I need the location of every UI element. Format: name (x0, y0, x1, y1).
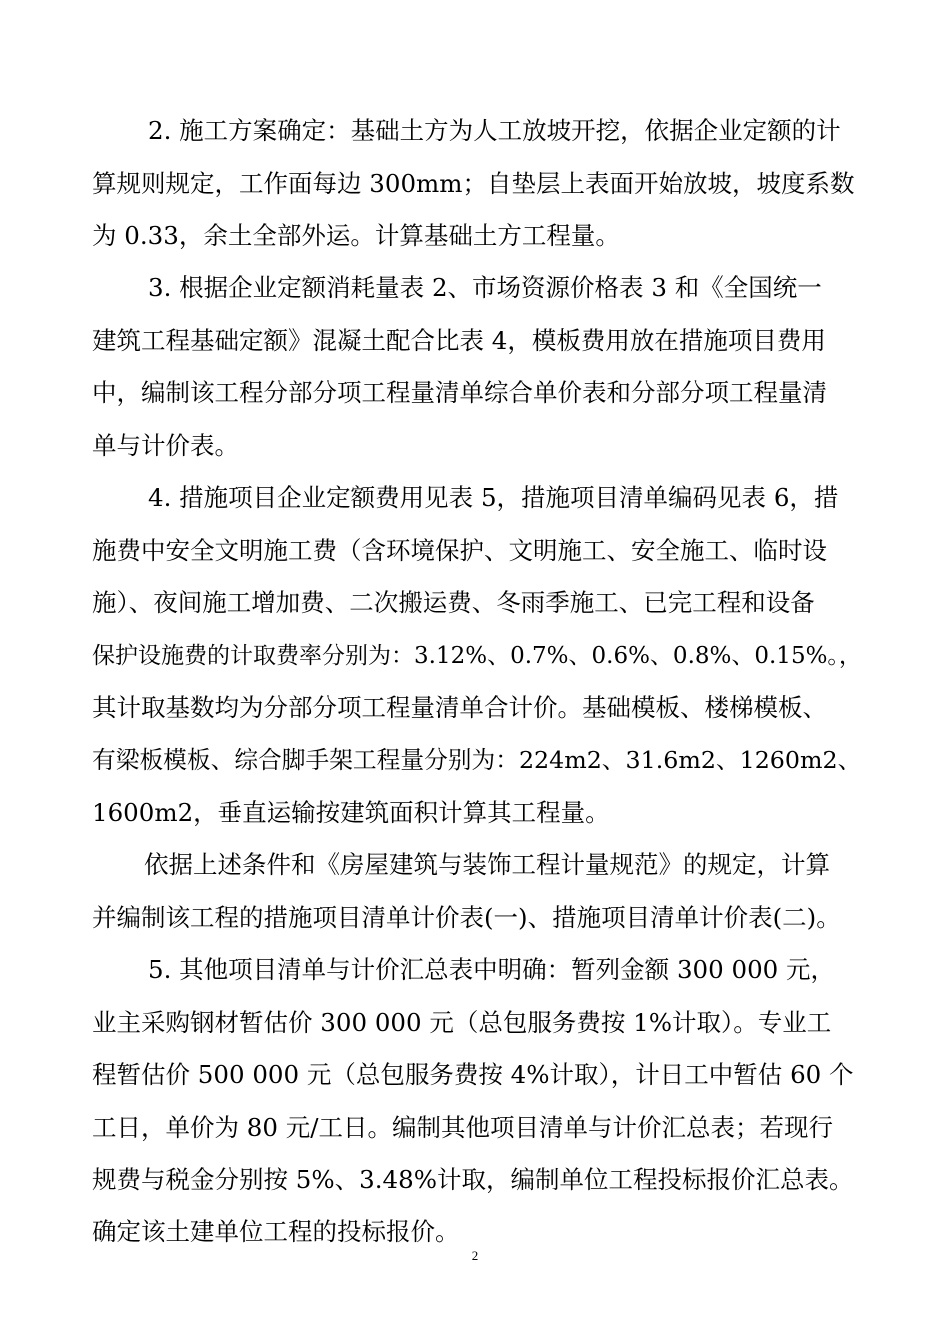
item5-line-2: 业主采购钢材暂估价 300 000 元（总包服务费按 1%计取）。专业工 (92, 1008, 832, 1037)
item5-line-6: 确定该土建单位工程的投标报价。 (92, 1217, 460, 1246)
page-number: 2 (471, 1248, 479, 1263)
item5-line-1: 5. 其他项目清单与计价汇总表中明确：暂列金额 300 000 元， (148, 955, 836, 984)
basis-line-1: 依据上述条件和《房屋建筑与装饰工程计量规范》的规定，计算 (144, 850, 830, 879)
item5-line-5: 规费与税金分别按 5%、3.48%计取，编制单位工程投标报价汇总表。 (92, 1165, 854, 1194)
item4-line-4: 保护设施费的计取费率分别为：3.12%、0.7%、0.6%、0.8%、0.15%。， (92, 643, 862, 669)
item4-line-1: 4. 措施项目企业定额费用见表 5，措施项目清单编码见表 6，措 (148, 483, 839, 512)
item2-line-2: 算规则规定，工作面每边 300mm；自垫层上表面开始放坡，坡度系数 (92, 169, 855, 198)
basis-line-2: 并编制该工程的措施项目清单计价表(一)、措施项目清单计价表(二)。 (92, 903, 841, 932)
item2-line-3: 为 0.33，余土全部外运。计算基础土方工程量。 (92, 221, 620, 250)
item4-line-7: 1600m2，垂直运输按建筑面积计算其工程量。 (92, 798, 610, 827)
item4-line-6: 有梁板模板、综合脚手架工程量分别为：224m2、31.6m2、1260m2、 (92, 746, 862, 774)
item4-line-5: 其计取基数均为分部分项工程量清单合计价。基础模板、楼梯模板、 (92, 693, 827, 722)
item4-line-2: 施费中安全文明施工费（含环境保护、文明施工、安全施工、临时设 (92, 536, 827, 565)
item5-line-4: 工日，单价为 80 元/工日。编制其他项目清单与计价汇总表；若现行 (92, 1113, 834, 1142)
item4-line-3: 施）、夜间施工增加费、二次搬运费、冬雨季施工、已完工程和设备 (92, 588, 815, 617)
item3-line-2: 建筑工程基础定额》混凝土配合比表 4，模板费用放在措施项目费用 (92, 326, 826, 355)
item3-line-1: 3. 根据企业定额消耗量表 2、市场资源价格表 3 和《全国统一 (148, 273, 822, 302)
item2-line-1: 2. 施工方案确定：基础土方为人工放坡开挖，依据企业定额的计 (148, 116, 841, 145)
item3-line-4: 单与计价表。 (92, 431, 239, 460)
item3-line-3: 中，编制该工程分部分项工程量清单综合单价表和分部分项工程量清 (92, 378, 827, 407)
item5-line-3: 程暂估价 500 000 元（总包服务费按 4%计取），计日工中暂估 60 个 (92, 1060, 854, 1089)
